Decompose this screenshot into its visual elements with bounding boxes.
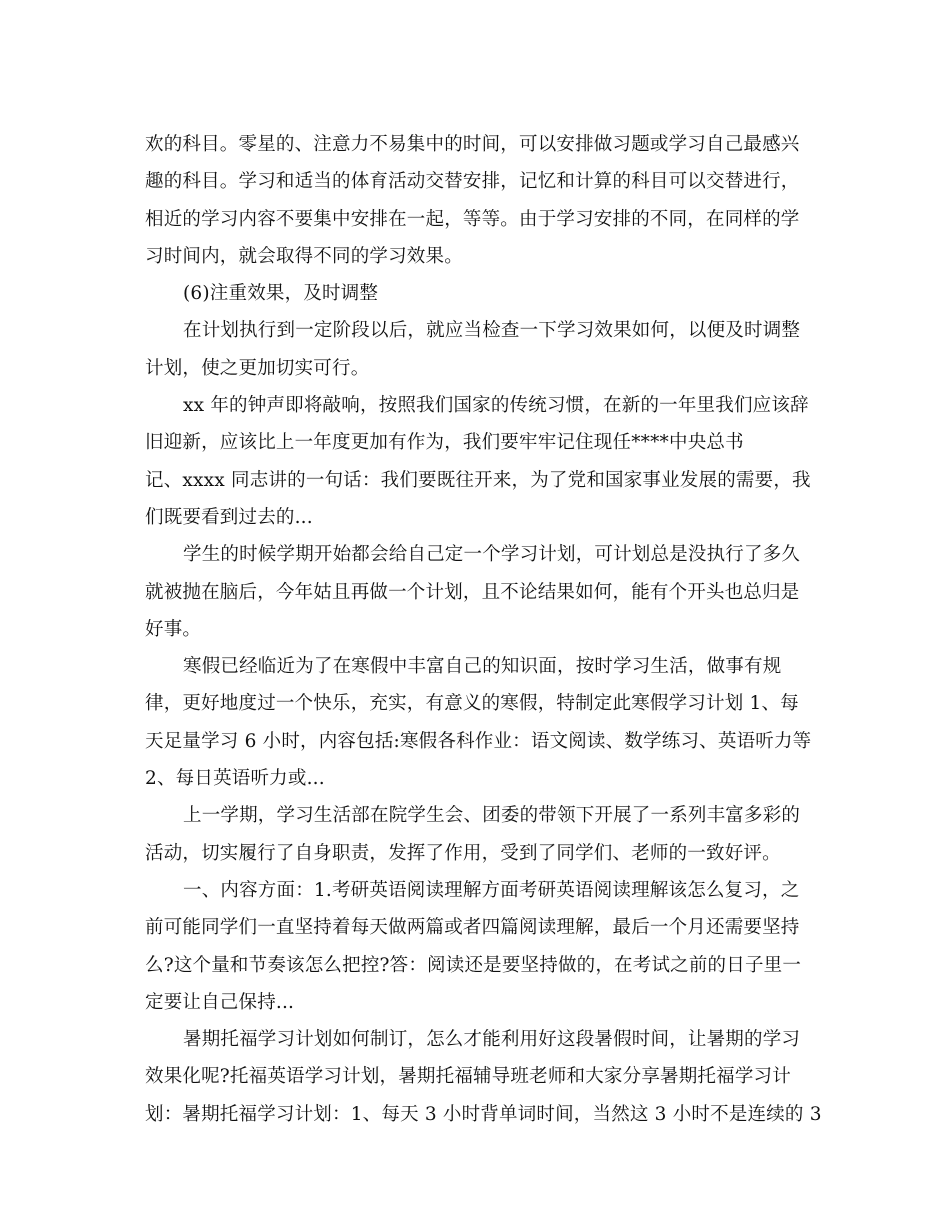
document-body <box>145 126 822 1133</box>
text-line: 就被抛在脑后，今年姑且再做一个计划，且不论结果如何，能有个开头也总归是 <box>145 581 800 603</box>
text-line: 们既要看到过去的... <box>145 506 313 528</box>
text-line: 欢的科目。零星的、注意力不易集中的时间，可以安排做习题或学习自己最感兴 <box>145 134 800 155</box>
text-line: 趣的科目。学习和适当的体育活动交替安排，记忆和计算的科目可以交替进行， <box>145 171 800 193</box>
text-line: xx 年的钟声即将敲响，按照我们国家的传统习惯，在新的一年里我们应该辞 <box>183 395 809 417</box>
text-line: 前可能同学们一直坚持着每天做两篇或者四篇阅读理解，最后一个月还需要坚持 <box>145 917 800 939</box>
text-line: 学生的时候学期开始都会给自己定一个学习计划，可计划总是没执行了多久 <box>183 544 801 566</box>
text-line: 定要让自己保持... <box>145 991 295 1013</box>
text-line: 划：暑期托福学习计划：1、每天 3 小时背单词时间，当然这 3 小时不是连续的 3 <box>145 1103 822 1125</box>
text-line: 暑期托福学习计划如何制订，怎么才能利用好这段暑假时间，让暑期的学习 <box>183 1029 801 1051</box>
text-line: 记、xxxx 同志讲的一句话：我们要既往开来，为了党和国家事业发展的需要，我 <box>145 469 811 491</box>
text-line: 习时间内，就会取得不同的学习效果。 <box>145 245 463 267</box>
text-line: 么?这个量和节奏该怎么把控?答：阅读还是要坚持做的，在考试之前的日子里一 <box>145 954 802 976</box>
text-line: 一、内容方面：1.考研英语阅读理解方面考研英语阅读理解该怎么复习，之 <box>183 879 800 901</box>
text-line: 在计划执行到一定阶段以后，就应当检查一下学习效果如何，以便及时调整 <box>183 320 801 342</box>
text-line: 2、每日英语听力或... <box>145 768 325 790</box>
text-line: 上一学期，学习生活部在院学生会、团委的带领下开展了一系列丰富多彩的 <box>183 805 801 827</box>
text-line: 计划，使之更加切实可行。 <box>145 357 370 379</box>
text-line: 好事。 <box>145 618 202 640</box>
text-line: 律，更好地度过一个快乐，充实，有意义的寒假，特制定此寒假学习计划 1、每 <box>145 693 799 715</box>
text-line: (6)注重效果，及时调整 <box>183 283 379 305</box>
text-line: 天足量学习 6 小时，内容包括:寒假各科作业：语文阅读、数学练习、英语听力等 <box>145 730 812 752</box>
text-line: 活动，切实履行了自身职责，发挥了作用，受到了同学们、老师的一致好评。 <box>145 842 781 864</box>
text-line: 效果化呢?托福英语学习计划，暑期托福辅导班老师和大家分享暑期托福学习计 <box>145 1066 791 1088</box>
text-line: 寒假已经临近为了在寒假中丰富自己的知识面，按时学习生活，做事有规 <box>183 656 782 678</box>
text-line: 相近的学习内容不要集中安排在一起，等等。由于学习安排的不同，在同样的学 <box>145 208 800 230</box>
text-line: 旧迎新，应该比上一年度更加有作为，我们要牢牢记住现任****中央总书 <box>145 432 744 454</box>
